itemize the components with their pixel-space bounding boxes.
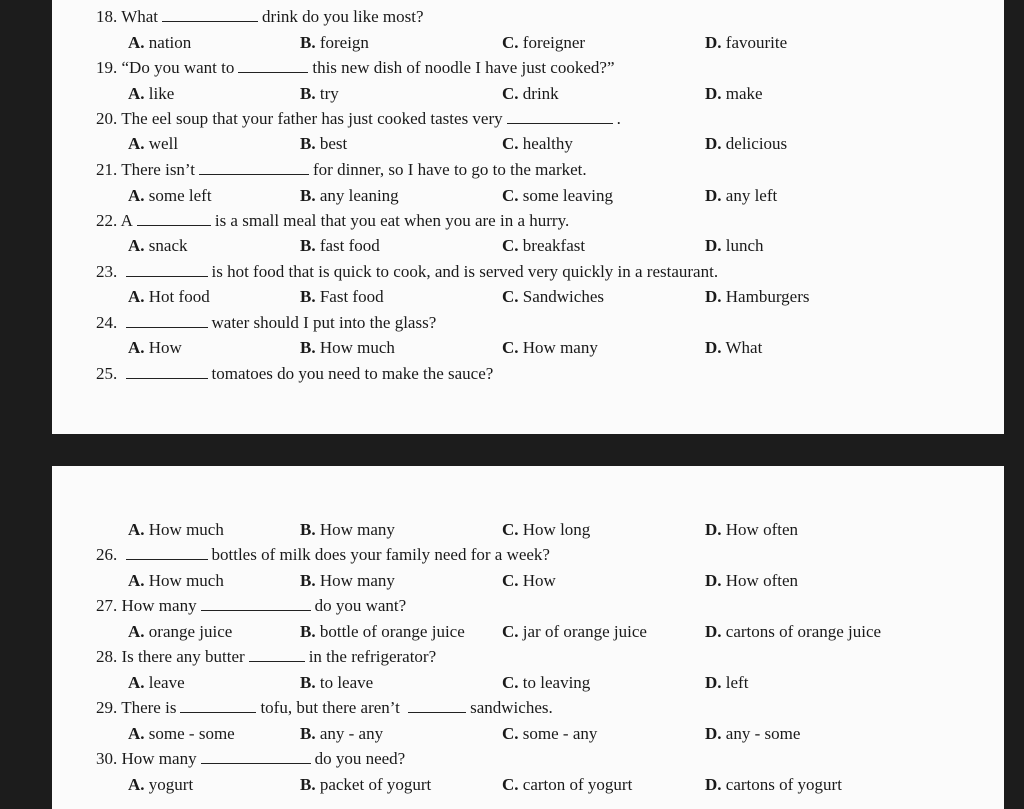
- option-letter: B.: [300, 134, 316, 153]
- worksheet-page-bottom: [52, 466, 1004, 809]
- question-number: 24.: [96, 313, 118, 332]
- option-letter: B.: [300, 287, 316, 306]
- option-d[interactable]: [705, 32, 787, 54]
- option-c[interactable]: [502, 774, 632, 796]
- option-text: bottle of orange juice: [319, 622, 465, 641]
- option-text: How much: [319, 338, 395, 357]
- option-letter: C.: [502, 236, 519, 255]
- option-text: How: [522, 571, 556, 590]
- answer-blank[interactable]: [199, 159, 309, 175]
- option-text: left: [725, 673, 749, 692]
- question-29: [96, 697, 553, 719]
- option-letter: D.: [705, 287, 722, 306]
- option-d[interactable]: [705, 133, 787, 155]
- option-a[interactable]: [128, 185, 212, 207]
- option-text: orange juice: [148, 622, 233, 641]
- answer-blank[interactable]: [162, 6, 258, 22]
- option-text: any - any: [319, 724, 384, 743]
- option-letter: A.: [128, 571, 145, 590]
- option-letter: C.: [502, 520, 519, 539]
- option-d[interactable]: [705, 621, 881, 643]
- option-letter: A.: [128, 134, 145, 153]
- option-text: some leaving: [522, 186, 613, 205]
- option-letter: A.: [128, 287, 145, 306]
- option-letter: D.: [705, 571, 722, 590]
- option-text: foreigner: [522, 33, 586, 52]
- question-23: [96, 261, 718, 283]
- option-a[interactable]: [128, 337, 182, 359]
- question-18: [96, 6, 424, 28]
- option-letter: B.: [300, 775, 316, 794]
- option-a[interactable]: [128, 621, 232, 643]
- question-number: 27.: [96, 596, 118, 615]
- question-27: [96, 595, 406, 617]
- answer-blank[interactable]: [126, 363, 208, 379]
- option-d[interactable]: [705, 519, 798, 541]
- option-letter: A.: [128, 33, 145, 52]
- answer-blank[interactable]: [201, 595, 311, 611]
- option-letter: C.: [502, 673, 519, 692]
- option-text: delicious: [725, 134, 788, 153]
- option-c[interactable]: [502, 621, 647, 643]
- option-c[interactable]: [502, 32, 585, 54]
- option-text: any left: [725, 186, 778, 205]
- option-letter: C.: [502, 186, 519, 205]
- option-text: How often: [725, 520, 799, 539]
- option-text: Hot food: [148, 287, 210, 306]
- question-text: is hot food that is quick to cook, and is served very quickly in a restaurant.: [211, 262, 719, 281]
- option-text: How much: [148, 520, 224, 539]
- answer-blank[interactable]: [137, 210, 211, 226]
- option-letter: B.: [300, 33, 316, 52]
- option-text: any - some: [725, 724, 801, 743]
- answer-blank[interactable]: [408, 697, 466, 713]
- question-number: 23.: [96, 262, 118, 281]
- option-a[interactable]: [128, 235, 188, 257]
- option-text: How long: [522, 520, 591, 539]
- worksheet-page-top: [52, 0, 1004, 434]
- option-letter: A.: [128, 724, 145, 743]
- option-c[interactable]: [502, 723, 597, 745]
- option-text: cartons of orange juice: [725, 622, 882, 641]
- option-a[interactable]: [128, 83, 174, 105]
- option-letter: A.: [128, 673, 145, 692]
- question-text: tomatoes do you need to make the sauce?: [211, 364, 494, 383]
- question-21: [96, 159, 587, 181]
- question-number: 30.: [96, 749, 118, 768]
- option-letter: C.: [502, 571, 519, 590]
- option-letter: B.: [300, 724, 316, 743]
- option-text: best: [319, 134, 348, 153]
- option-b[interactable]: [300, 235, 380, 257]
- question-text: There is: [121, 698, 177, 717]
- question-text: do you want?: [314, 596, 407, 615]
- option-text: make: [725, 84, 763, 103]
- option-d[interactable]: [705, 83, 763, 105]
- question-text: “Do you want to: [121, 58, 235, 77]
- option-d[interactable]: [705, 723, 800, 745]
- option-a[interactable]: [128, 723, 235, 745]
- option-text: cartons of yogurt: [725, 775, 842, 794]
- question-text: sandwiches.: [470, 698, 553, 717]
- question-number: 19.: [96, 58, 118, 77]
- option-letter: D.: [705, 520, 722, 539]
- option-letter: C.: [502, 724, 519, 743]
- option-c[interactable]: [502, 337, 598, 359]
- option-letter: A.: [128, 520, 145, 539]
- option-letter: D.: [705, 724, 722, 743]
- option-c[interactable]: [502, 235, 585, 257]
- option-letter: A.: [128, 338, 145, 357]
- option-text: Hamburgers: [725, 287, 810, 306]
- option-b[interactable]: [300, 570, 395, 592]
- option-d[interactable]: [705, 774, 842, 796]
- option-letter: B.: [300, 520, 316, 539]
- question-text: is a small meal that you eat when you are in a hurry.: [214, 211, 570, 230]
- option-text: How often: [725, 571, 799, 590]
- question-text: The eel soup that your father has just cooked tastes very: [121, 109, 503, 128]
- option-text: some - any: [522, 724, 598, 743]
- question-number: 25.: [96, 364, 118, 383]
- question-text: for dinner, so I have to go to the market.: [313, 160, 587, 179]
- option-c[interactable]: [502, 286, 604, 308]
- option-d[interactable]: [705, 672, 748, 694]
- option-text: How many: [522, 338, 598, 357]
- option-text: snack: [148, 236, 188, 255]
- option-text: try: [319, 84, 339, 103]
- question-text: How many: [121, 749, 197, 768]
- option-b[interactable]: [300, 337, 395, 359]
- option-text: How many: [319, 571, 395, 590]
- option-letter: C.: [502, 338, 519, 357]
- option-d[interactable]: [705, 235, 764, 257]
- option-letter: B.: [300, 84, 316, 103]
- option-letter: A.: [128, 84, 145, 103]
- option-a[interactable]: [128, 774, 193, 796]
- option-text: jar of orange juice: [522, 622, 647, 641]
- option-text: How: [148, 338, 182, 357]
- option-letter: B.: [300, 622, 316, 641]
- question-26: [96, 544, 550, 566]
- question-number: 18.: [96, 7, 118, 26]
- option-letter: B.: [300, 186, 316, 205]
- option-text: nation: [148, 33, 192, 52]
- option-a[interactable]: [128, 133, 178, 155]
- option-a[interactable]: [128, 570, 224, 592]
- question-24: [96, 312, 436, 334]
- question-25: [96, 363, 493, 385]
- question-number: 26.: [96, 545, 118, 564]
- option-text: packet of yogurt: [319, 775, 432, 794]
- option-a[interactable]: [128, 672, 185, 694]
- question-text: drink do you like most?: [262, 7, 424, 26]
- question-number: 20.: [96, 109, 118, 128]
- option-letter: A.: [128, 236, 145, 255]
- option-b[interactable]: [300, 83, 339, 105]
- option-letter: A.: [128, 186, 145, 205]
- option-text: carton of yogurt: [522, 775, 633, 794]
- option-letter: D.: [705, 84, 722, 103]
- option-text: like: [148, 84, 175, 103]
- option-letter: D.: [705, 236, 722, 255]
- option-text: yogurt: [148, 775, 194, 794]
- option-a[interactable]: [128, 286, 210, 308]
- option-d[interactable]: [705, 337, 762, 359]
- question-text: tofu, but there aren’t: [260, 698, 400, 717]
- question-number: 22.: [96, 211, 118, 230]
- question-22: [96, 210, 569, 232]
- option-text: Sandwiches: [522, 287, 604, 306]
- option-text: drink: [522, 84, 559, 103]
- option-text: How many: [319, 520, 395, 539]
- option-c[interactable]: [502, 185, 613, 207]
- question-text: in the refrigerator?: [308, 647, 437, 666]
- option-letter: D.: [705, 134, 722, 153]
- question-number: 29.: [96, 698, 118, 717]
- answer-blank[interactable]: [180, 697, 256, 713]
- option-text: to leaving: [522, 673, 591, 692]
- option-b[interactable]: [300, 774, 431, 796]
- option-a[interactable]: [128, 32, 191, 54]
- question-text: A: [120, 211, 133, 230]
- option-text: How much: [148, 571, 224, 590]
- answer-blank[interactable]: [126, 261, 208, 277]
- answer-blank[interactable]: [249, 646, 305, 662]
- option-c[interactable]: [502, 83, 559, 105]
- option-letter: B.: [300, 571, 316, 590]
- option-letter: D.: [705, 673, 722, 692]
- option-letter: B.: [300, 338, 316, 357]
- option-letter: D.: [705, 33, 722, 52]
- option-letter: D.: [705, 775, 722, 794]
- question-text: There isn’t: [121, 160, 196, 179]
- option-c[interactable]: [502, 133, 573, 155]
- option-b[interactable]: [300, 286, 384, 308]
- option-text: healthy: [522, 134, 573, 153]
- option-letter: C.: [502, 33, 519, 52]
- question-text: do you need?: [314, 749, 406, 768]
- option-b[interactable]: [300, 32, 369, 54]
- option-b[interactable]: [300, 519, 395, 541]
- option-letter: C.: [502, 287, 519, 306]
- option-text: to leave: [319, 673, 374, 692]
- option-text: breakfast: [522, 236, 586, 255]
- option-b[interactable]: [300, 723, 383, 745]
- answer-blank[interactable]: [126, 544, 208, 560]
- option-text: any leaning: [319, 186, 399, 205]
- question-28: [96, 646, 436, 668]
- option-letter: A.: [128, 622, 145, 641]
- option-letter: D.: [705, 622, 722, 641]
- option-text: some left: [148, 186, 212, 205]
- answer-blank[interactable]: [201, 748, 311, 764]
- option-letter: C.: [502, 775, 519, 794]
- option-d[interactable]: [705, 185, 777, 207]
- option-b[interactable]: [300, 621, 465, 643]
- option-text: Fast food: [319, 287, 384, 306]
- question-end-punct: .: [616, 109, 621, 128]
- question-text: Is there any butter: [121, 647, 245, 666]
- option-d[interactable]: [705, 570, 798, 592]
- question-text: this new dish of noodle I have just cooked?”: [312, 58, 615, 77]
- answer-blank[interactable]: [507, 108, 613, 124]
- option-text: well: [148, 134, 179, 153]
- option-b[interactable]: [300, 133, 347, 155]
- question-19: [96, 57, 615, 79]
- option-c[interactable]: [502, 672, 590, 694]
- question-20: [96, 108, 621, 130]
- question-text: bottles of milk does your family need for a week?: [211, 545, 550, 564]
- option-text: favourite: [725, 33, 788, 52]
- answer-blank[interactable]: [126, 312, 208, 328]
- question-number: 21.: [96, 160, 118, 179]
- option-b[interactable]: [300, 185, 399, 207]
- option-c[interactable]: [502, 519, 590, 541]
- option-text: leave: [148, 673, 185, 692]
- question-text: What: [121, 7, 159, 26]
- option-text: What: [725, 338, 763, 357]
- option-c[interactable]: [502, 570, 556, 592]
- option-a[interactable]: [128, 519, 224, 541]
- option-text: lunch: [725, 236, 764, 255]
- option-letter: D.: [705, 186, 722, 205]
- answer-blank[interactable]: [238, 57, 308, 73]
- option-letter: B.: [300, 673, 316, 692]
- option-text: fast food: [319, 236, 380, 255]
- option-letter: C.: [502, 84, 519, 103]
- question-30: [96, 748, 405, 770]
- option-letter: C.: [502, 622, 519, 641]
- option-letter: B.: [300, 236, 316, 255]
- option-text: some - some: [148, 724, 235, 743]
- option-letter: C.: [502, 134, 519, 153]
- question-text: water should I put into the glass?: [211, 313, 437, 332]
- option-letter: A.: [128, 775, 145, 794]
- question-text: How many: [121, 596, 197, 615]
- option-text: foreign: [319, 33, 369, 52]
- question-number: 28.: [96, 647, 118, 666]
- option-d[interactable]: [705, 286, 810, 308]
- option-b[interactable]: [300, 672, 373, 694]
- option-letter: D.: [705, 338, 722, 357]
